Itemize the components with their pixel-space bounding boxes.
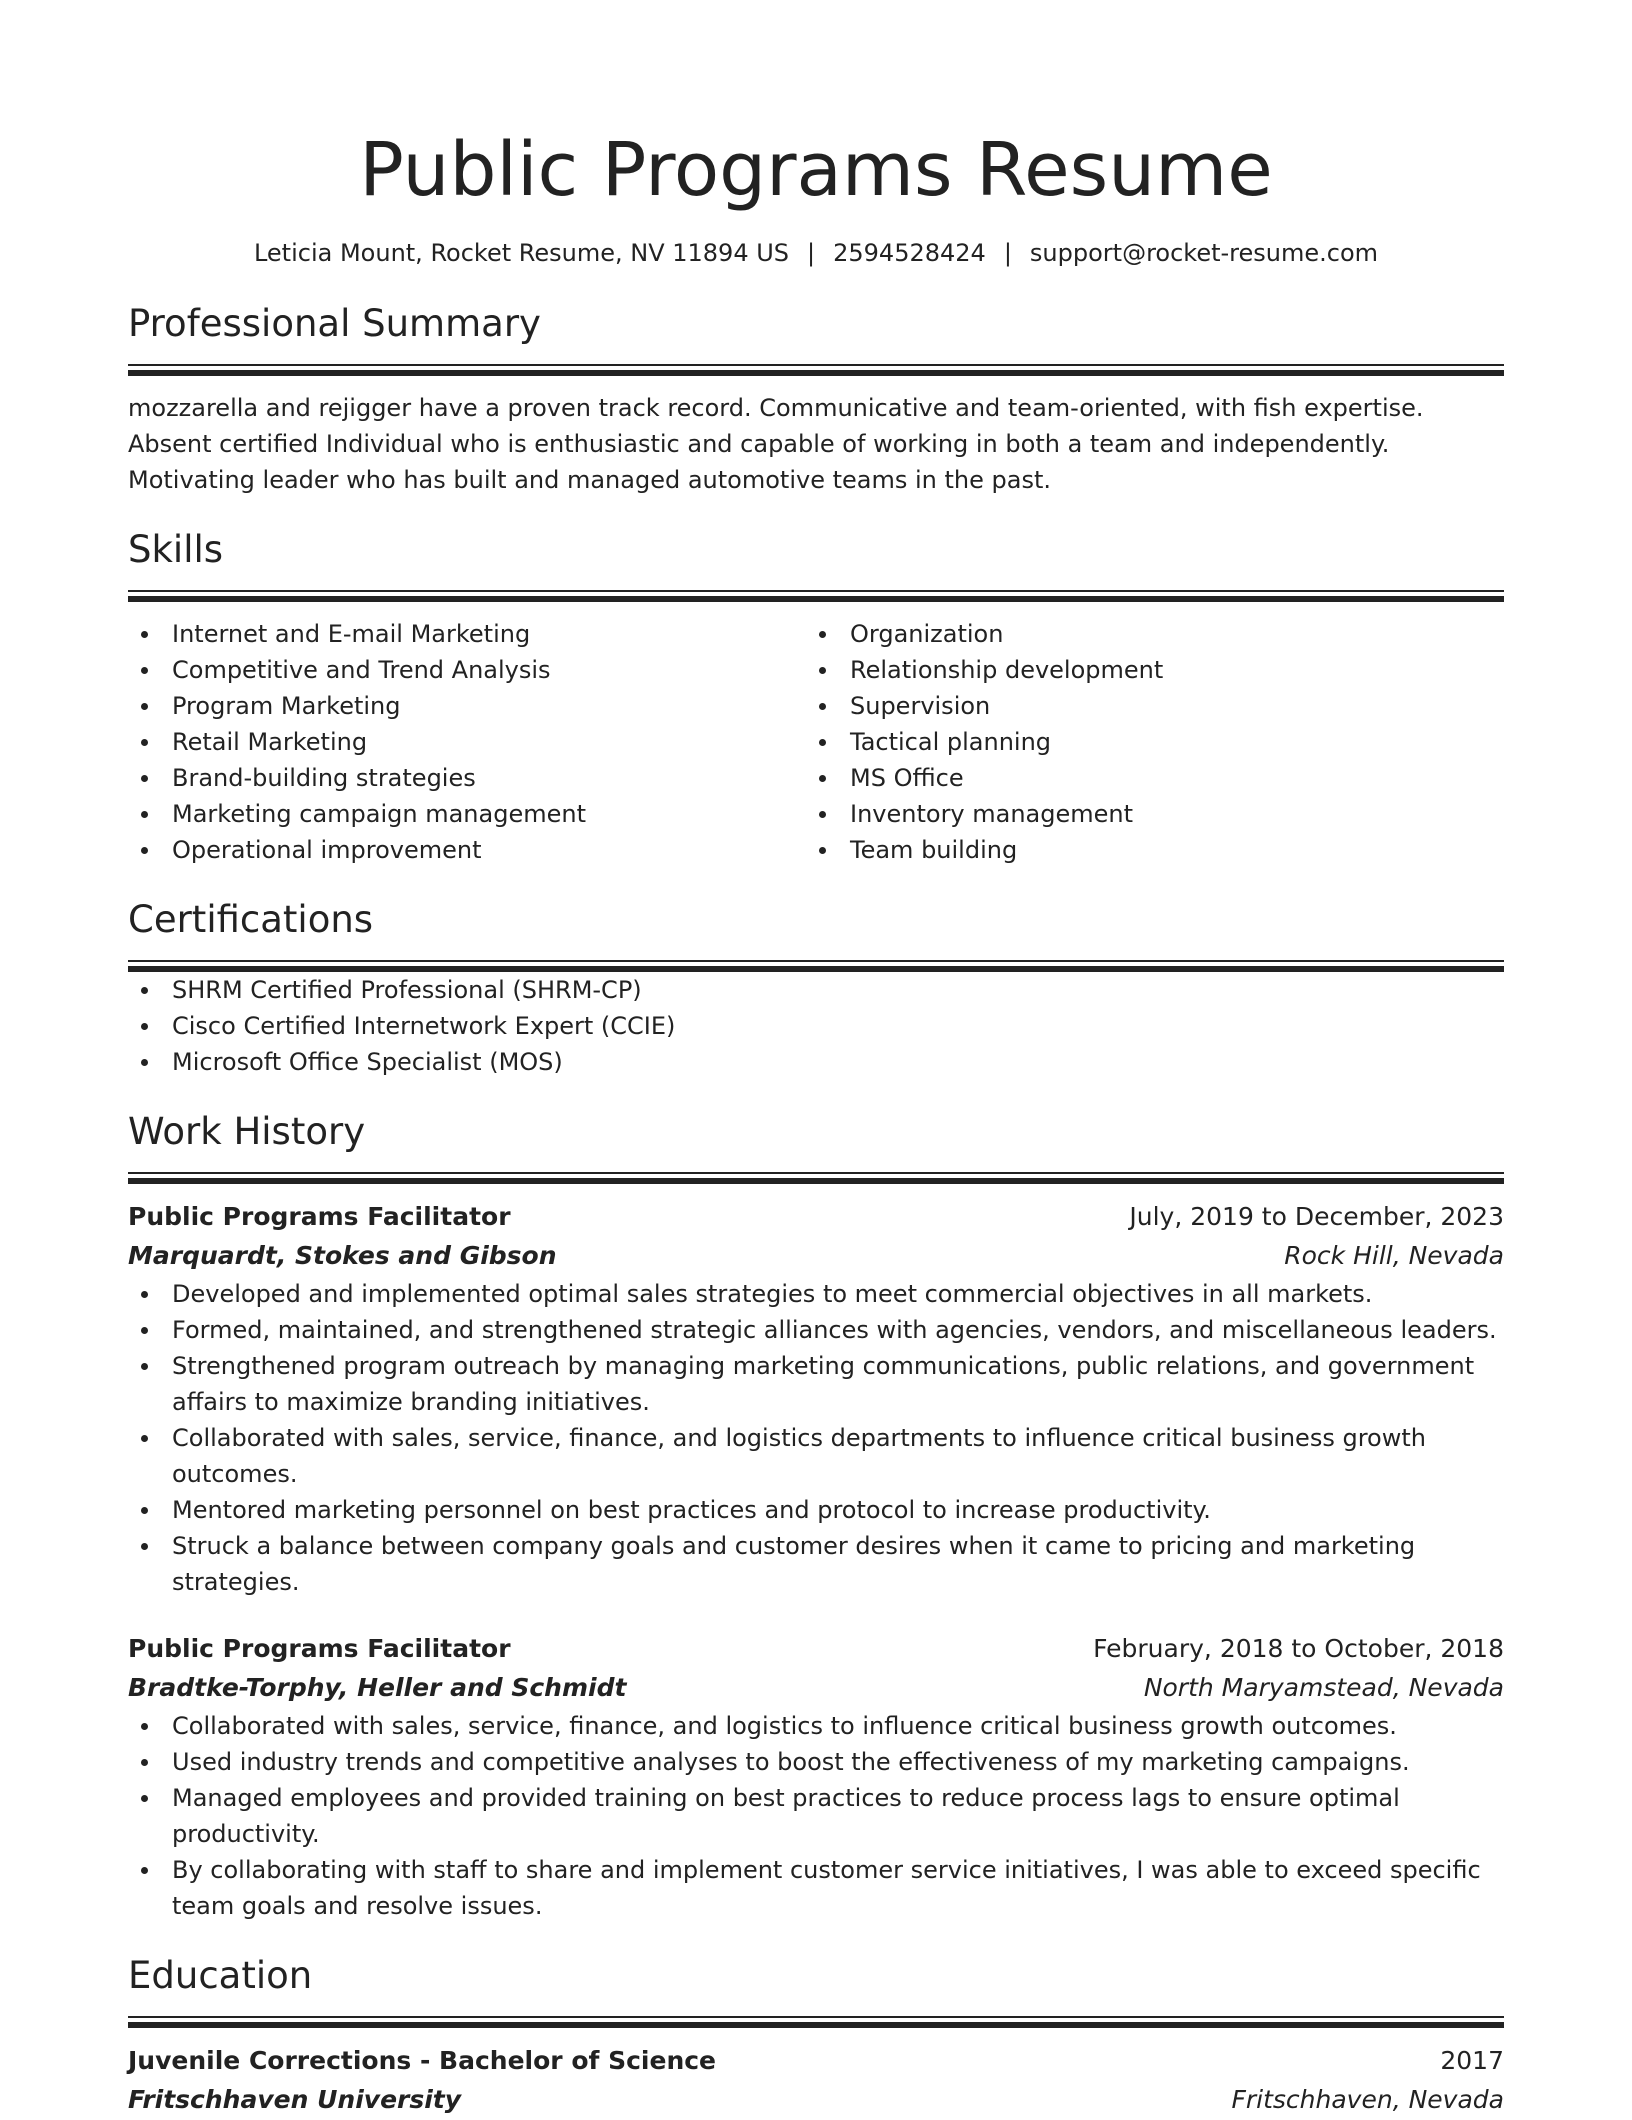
skills-column-left <box>128 616 806 868</box>
education-heading: Education <box>128 1954 313 1997</box>
skills-grid <box>128 616 1504 868</box>
certification-item: SHRM Certified Professional (SHRM-CP) <box>128 972 1504 1008</box>
contact-line <box>128 236 1504 270</box>
skills-column-right <box>806 616 1484 868</box>
job-bullet: Struck a balance between company goals and customer desires when it came to pricing and marketing strategies. <box>128 1528 1504 1600</box>
skills-heading: Skills <box>128 528 224 571</box>
job-bullet: Collaborated with sales, service, finance, and logistics departments to influence critical business growth outcomes. <box>128 1420 1504 1492</box>
contact-separator: | <box>1003 239 1012 267</box>
skills-section <box>128 524 1504 868</box>
contact-email: support@rocket-resume.com <box>1029 239 1379 267</box>
contact-separator: | <box>807 239 816 267</box>
contact-phone: 2594528424 <box>833 239 986 267</box>
certification-item: Microsoft Office Specialist (MOS) <box>128 1044 1504 1080</box>
skill-item: Relationship development <box>806 652 1484 688</box>
contact-address: Leticia Mount, Rocket Resume, NV 11894 US <box>253 239 790 267</box>
work-history-section <box>128 1106 1504 1924</box>
education-location: Fritschhaven, Nevada <box>1231 2085 1504 2114</box>
section-divider <box>128 1172 1504 1184</box>
job-bullet: Used industry trends and competitive analyses to boost the effectiveness of my marketing campaigns. <box>128 1744 1504 1780</box>
section-divider <box>128 590 1504 602</box>
job-subheader-row <box>128 1236 1504 1276</box>
skill-item: Supervision <box>806 688 1484 724</box>
job-dates: July, 2019 to December, 2023 <box>1129 1202 1504 1231</box>
education-year: 2017 <box>1440 2046 1504 2075</box>
job-location: Rock Hill, Nevada <box>1284 1241 1504 1270</box>
skill-item: Operational improvement <box>128 832 806 868</box>
job-entry <box>128 1198 1504 1600</box>
job-location: North Maryamstead, Nevada <box>1143 1673 1504 1702</box>
skill-item: Competitive and Trend Analysis <box>128 652 806 688</box>
job-bullet: Collaborated with sales, service, finance, and logistics to influence critical business growth outcomes. <box>128 1708 1504 1744</box>
education-section <box>128 1950 1504 2120</box>
skill-item: Inventory management <box>806 796 1484 832</box>
job-dates: February, 2018 to October, 2018 <box>1093 1634 1504 1663</box>
skill-item: Marketing campaign management <box>128 796 806 832</box>
education-header-row <box>128 2042 1504 2080</box>
certifications-list <box>128 972 1504 1080</box>
job-header-row <box>128 1630 1504 1668</box>
resume-title: Public Programs Resume <box>359 127 1273 213</box>
job-bullet: By collaborating with staff to share and implement customer service initiatives, I was able to exceed specific team goals and resolve issues. <box>128 1852 1504 1924</box>
skill-item: MS Office <box>806 760 1484 796</box>
certifications-section <box>128 894 1504 1080</box>
job-company: Bradtke-Torphy, Heller and Schmidt <box>128 1673 627 1702</box>
job-entry <box>128 1630 1504 1924</box>
job-bullets <box>128 1708 1504 1924</box>
skill-item: Organization <box>806 616 1484 652</box>
skill-item: Team building <box>806 832 1484 868</box>
summary-section <box>128 298 1504 498</box>
skill-item: Retail Marketing <box>128 724 806 760</box>
summary-text: mozzarella and rejigger have a proven track record. Communicative and team-oriented, with fish expertise. Absent certified Individual who is enthusiastic and capable of working in both a team and independently. Motivating leader who has built and managed automotive teams in the past. <box>128 394 1424 494</box>
job-bullet: Managed employees and provided training on best practices to reduce process lags to ensure optimal productivity. <box>128 1780 1504 1852</box>
education-degree: Juvenile Corrections - Bachelor of Science <box>128 2046 717 2075</box>
skill-item: Brand-building strategies <box>128 760 806 796</box>
work-history-heading: Work History <box>128 1110 366 1153</box>
job-subheader-row <box>128 1668 1504 1708</box>
job-header-row <box>128 1198 1504 1236</box>
skill-item: Internet and E-mail Marketing <box>128 616 806 652</box>
skill-item: Tactical planning <box>806 724 1484 760</box>
job-bullet: Developed and implemented optimal sales strategies to meet commercial objectives in all markets. <box>128 1276 1504 1312</box>
job-bullets <box>128 1276 1504 1600</box>
skill-item: Program Marketing <box>128 688 806 724</box>
job-bullet: Strengthened program outreach by managing marketing communications, public relations, and government affairs to maximize branding initiatives. <box>128 1348 1504 1420</box>
education-subheader-row <box>128 2080 1504 2120</box>
section-divider <box>128 960 1504 972</box>
section-divider <box>128 2016 1504 2028</box>
certifications-heading: Certifications <box>128 898 374 941</box>
certification-item: Cisco Certified Internetwork Expert (CCIE) <box>128 1008 1504 1044</box>
job-bullet: Formed, maintained, and strengthened strategic alliances with agencies, vendors, and miscellaneous leaders. <box>128 1312 1504 1348</box>
summary-heading: Professional Summary <box>128 302 541 345</box>
education-school: Fritschhaven University <box>128 2085 462 2114</box>
job-title: Public Programs Facilitator <box>128 1202 511 1231</box>
job-company: Marquardt, Stokes and Gibson <box>128 1241 557 1270</box>
job-title: Public Programs Facilitator <box>128 1634 511 1663</box>
section-divider <box>128 364 1504 376</box>
job-bullet: Mentored marketing personnel on best practices and protocol to increase productivity. <box>128 1492 1504 1528</box>
education-entry <box>128 2042 1504 2120</box>
